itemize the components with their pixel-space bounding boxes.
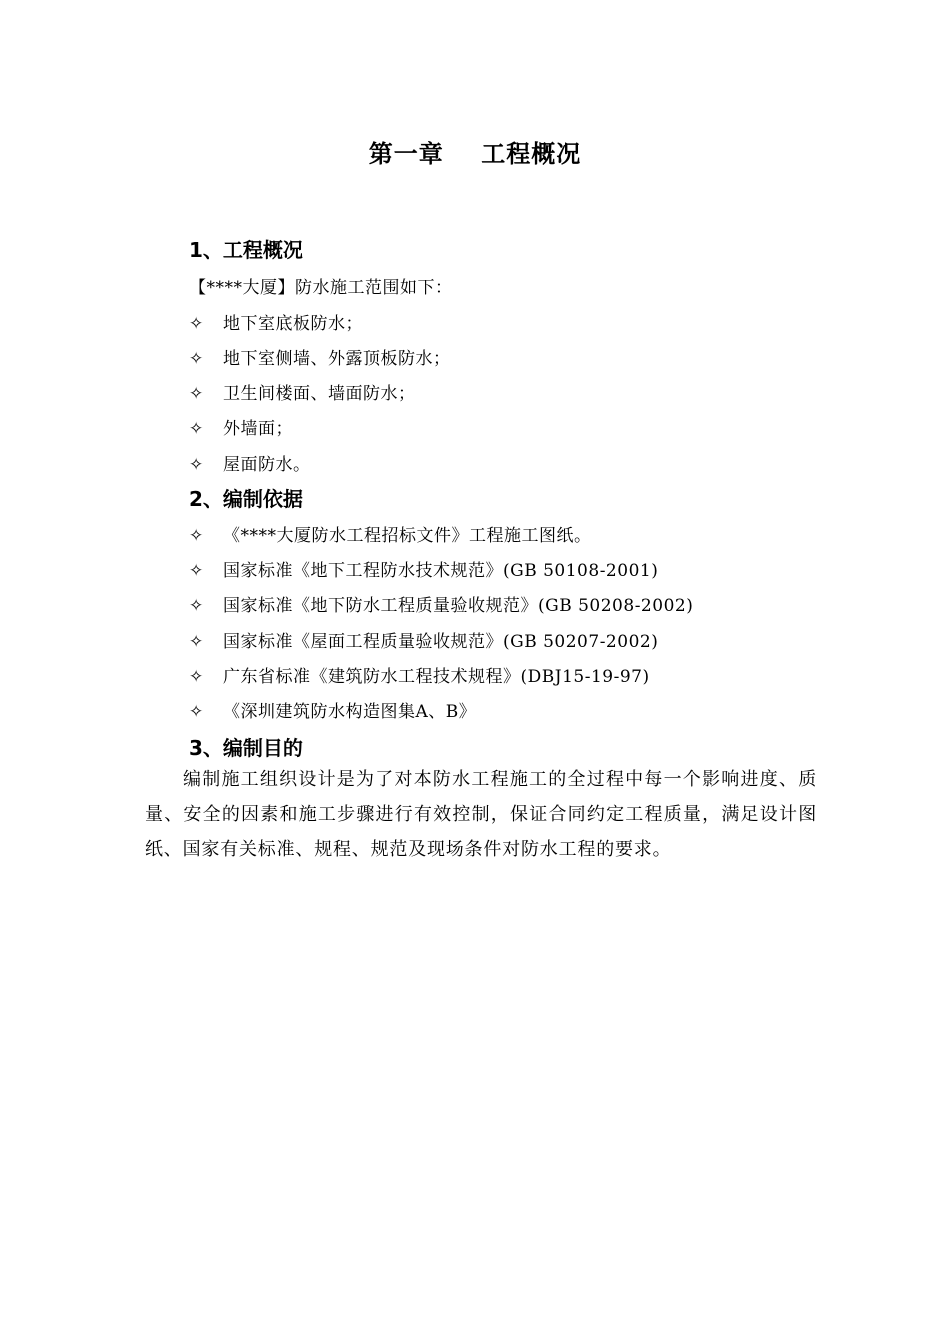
list-item-text: 外墙面； bbox=[223, 419, 293, 439]
list-item-text: 卫生间楼面、墙面防水； bbox=[223, 384, 416, 404]
section-heading-overview: 1、工程概况 bbox=[189, 238, 303, 262]
list-item-text: 《****大厦防水工程招标文件》工程施工图纸。 bbox=[223, 526, 592, 546]
diamond-bullet-icon: ✧ bbox=[189, 667, 204, 687]
section-heading-basis: 2、编制依据 bbox=[189, 487, 303, 511]
list-item bbox=[189, 662, 650, 687]
diamond-bullet-icon: ✧ bbox=[189, 596, 204, 616]
list-item-text: 国家标准《地下防水工程质量验收规范》(GB 50208-2002) bbox=[223, 596, 694, 616]
list-item-text: 广东省标准《建筑防水工程技术规程》(DBJ15-19-97) bbox=[223, 667, 650, 687]
list-item bbox=[189, 309, 363, 334]
list-item-text: 地下室侧墙、外露顶板防水； bbox=[223, 349, 451, 369]
diamond-bullet-icon: ✧ bbox=[189, 455, 204, 475]
section-heading-purpose: 3、编制目的 bbox=[189, 736, 303, 760]
list-item bbox=[189, 521, 592, 546]
diamond-bullet-icon: ✧ bbox=[189, 526, 204, 546]
list-item bbox=[189, 591, 693, 616]
list-item-text: 地下室底板防水； bbox=[223, 314, 363, 334]
diamond-bullet-icon: ✧ bbox=[189, 314, 204, 334]
list-item-text: 《深圳建筑防水构造图集A、B》 bbox=[223, 702, 477, 722]
list-item bbox=[189, 414, 293, 439]
scope-intro: 【****大厦】防水施工范围如下： bbox=[189, 278, 453, 298]
list-item-text: 屋面防水。 bbox=[223, 455, 311, 475]
diamond-bullet-icon: ✧ bbox=[189, 349, 204, 369]
diamond-bullet-icon: ✧ bbox=[189, 384, 204, 404]
list-item bbox=[189, 450, 311, 475]
list-item bbox=[189, 379, 416, 404]
list-item-text: 国家标准《屋面工程质量验收规范》(GB 50207-2002) bbox=[223, 632, 659, 652]
diamond-bullet-icon: ✧ bbox=[189, 702, 204, 722]
diamond-bullet-icon: ✧ bbox=[189, 561, 204, 581]
list-item bbox=[189, 344, 451, 369]
list-item bbox=[189, 627, 658, 652]
purpose-paragraph: 编制施工组织设计是为了对本防水工程施工的全过程中每一个影响进度、质量、安全的因素和施工步骤进行有效控制，保证合同约定工程质量，满足设计图纸、国家有关标准、规程、规范及现场条件对防水工程的要求。 bbox=[145, 769, 817, 860]
list-item bbox=[189, 556, 658, 581]
diamond-bullet-icon: ✧ bbox=[189, 419, 204, 439]
diamond-bullet-icon: ✧ bbox=[189, 632, 204, 652]
list-item-text: 国家标准《地下工程防水技术规范》(GB 50108-2001) bbox=[223, 561, 659, 581]
list-item bbox=[189, 697, 476, 722]
chapter-title: 第一章 工程概况 bbox=[368, 140, 582, 168]
